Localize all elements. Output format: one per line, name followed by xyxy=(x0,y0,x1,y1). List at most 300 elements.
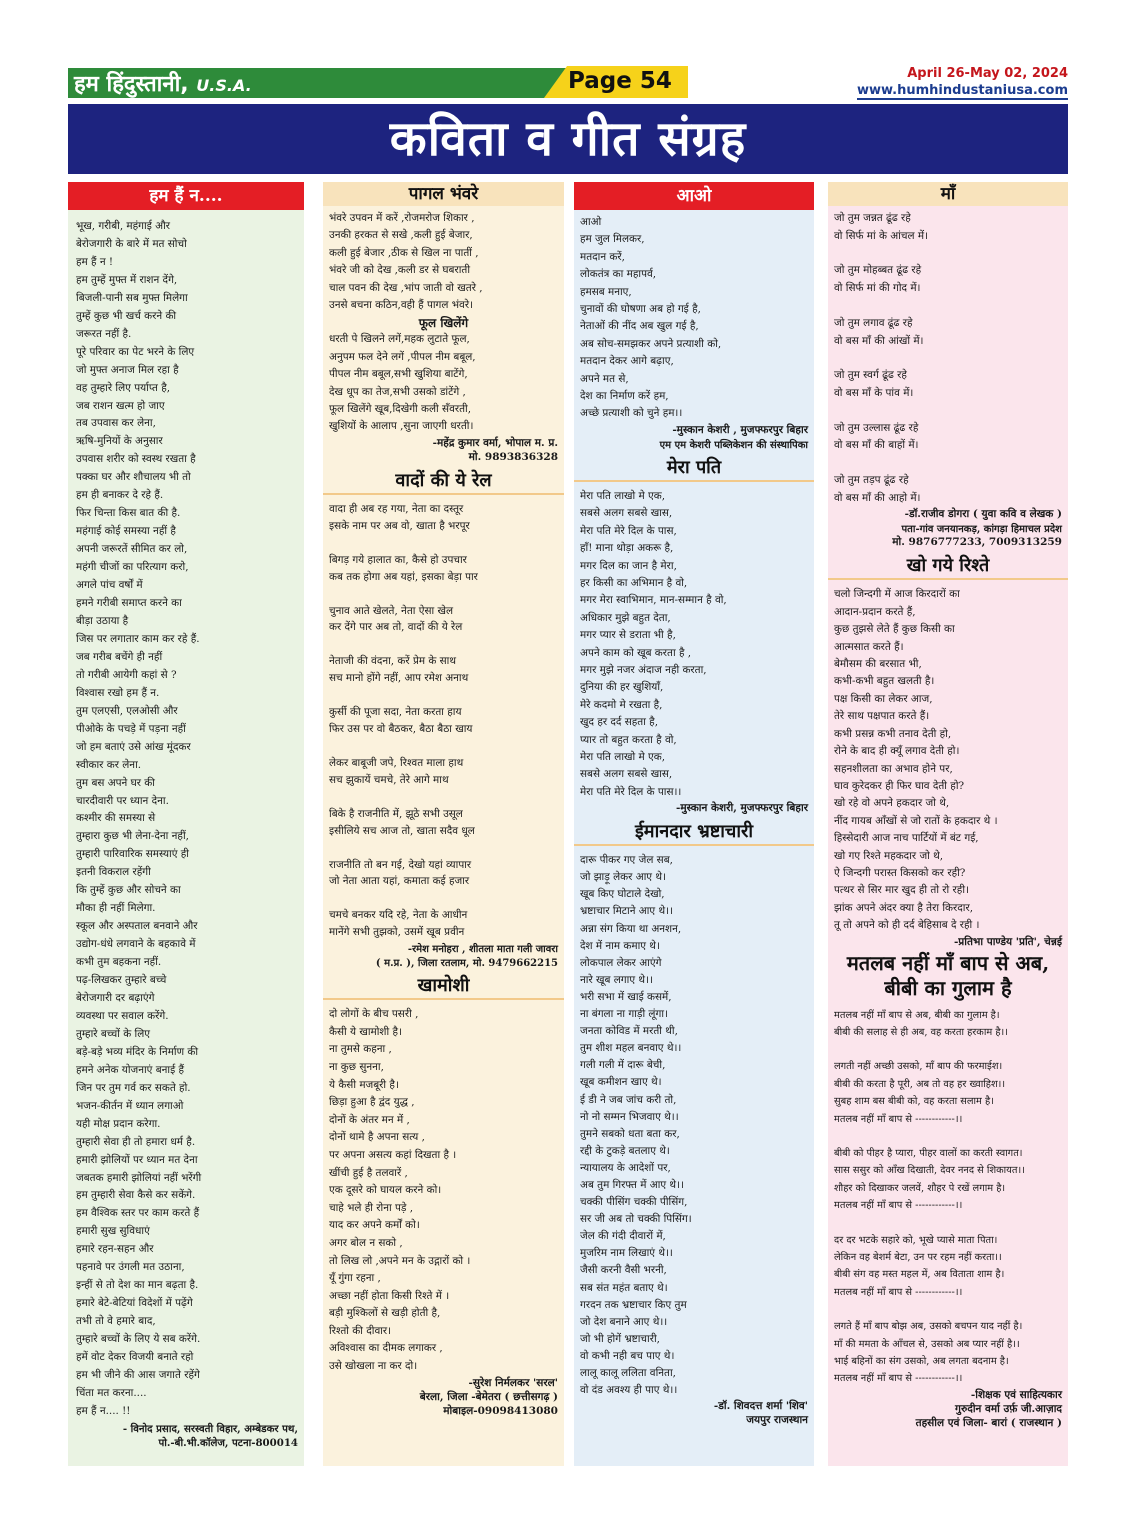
stanza-break xyxy=(834,1215,1062,1232)
poem-line: यूँ गुंगा रहना , xyxy=(329,1272,381,1285)
poem-line: नो नो सम्मन भिजवाए थे।। xyxy=(580,1110,679,1123)
poem-signature xyxy=(323,436,564,464)
poem-line: याद कर अपने कर्मों को। xyxy=(329,1219,420,1232)
poem-line: कभी प्रसन्न कभी तनाव देती हो, xyxy=(834,727,952,740)
poem-line: दोनों थामे है अपना सत्य , xyxy=(329,1131,425,1144)
stanza-break xyxy=(834,455,1062,472)
poem-line: मेरा पति मेरे दिल के पास, xyxy=(580,524,677,537)
poem-line: चाल पवन की देख ,भांप जाती वो खतरे , xyxy=(329,281,483,294)
masthead xyxy=(68,66,1068,100)
poem-line: पत्थर से सिर मार खुद ही तो रो रही। xyxy=(834,884,969,897)
poem-line: चुनावों की घोषणा अब हो गई है, xyxy=(580,303,701,316)
poem-line: घाव कुरेदकर ही फिर घाव देती हो? xyxy=(834,779,965,792)
poem-line: हम जुल मिलकर, xyxy=(580,233,645,246)
poem-line: वादा ही अब रह गया, नेता का दस्तूर xyxy=(329,502,464,515)
poem-line: खूब किए घोटाले देखो, xyxy=(580,888,665,901)
brand-name xyxy=(74,68,252,98)
poem-line: पूरे परिवार का पेट भरने के लिए xyxy=(76,345,195,358)
column-4 xyxy=(828,182,1068,1466)
poem-line: तो लिख लो ,अपने मन के उद्गारों को । xyxy=(329,1254,471,1267)
author-line-1: -शिक्षक एवं साहित्यकार xyxy=(970,1388,1062,1401)
author-line-2: ( म.प्र. ), जिला रतलाम, मो. 9479662215 xyxy=(375,958,558,970)
poem-line: जो तुम मोहब्बत ढूंढ रहे xyxy=(834,264,922,277)
poem-line: हम वैश्विक स्तर पर काम करते हैं xyxy=(76,1207,200,1220)
poem-line: चक्की पीसिंग चक्की पीसिंग, xyxy=(580,1196,688,1209)
poem-line: गली गली में दारू बेची, xyxy=(580,1059,666,1072)
poem-line: चाहे भले ही रोना पड़े , xyxy=(329,1201,414,1214)
poem-line: मानेंगे सभी तुझको, उसमें खूब प्रवीन xyxy=(329,926,465,939)
stanza-break xyxy=(329,738,558,755)
page-number: Page 54 xyxy=(568,68,672,94)
poem-line: जरूरत नहीं है. xyxy=(76,327,132,340)
stanza-break xyxy=(834,350,1062,367)
author-line-3: मो. 9876777233, 7009313259 xyxy=(892,536,1062,549)
poem-line: हम हैं न ! xyxy=(76,255,114,268)
poem-line: खुद हर दर्द सहता है, xyxy=(580,716,659,729)
poem-line: तू तो अपने को ही दर्द बेहिसाब दे रही । xyxy=(834,919,980,932)
poem-line: खींची हुई है तलवारें , xyxy=(329,1166,408,1179)
poem-line: जो तुम लगाव ढूंढ रहे xyxy=(834,316,913,329)
poem-line: दोनों के अंतर मन में , xyxy=(329,1113,410,1126)
poem-signature xyxy=(574,1399,814,1427)
author-line: -प्रतिभा पाण्डेय 'प्रति', चेन्नई xyxy=(953,935,1062,948)
poem-line: खुशियों के आलाप ,सुना जाएगी धरती। xyxy=(329,420,474,433)
author-line-2: गुरुदीन वर्मा उर्फ़ जी.आज़ाद xyxy=(955,1402,1062,1415)
poem-line: विश्वास रखो हम हैं न. xyxy=(76,686,160,699)
poem-line: खो रहे वो अपने हकदार जो थे, xyxy=(834,797,950,810)
author-line-1: -महेंद्र कुमार वर्मा, भोपाल म. प्र. xyxy=(432,436,558,449)
poem-line: उसे खोखला ना कर दो। xyxy=(329,1360,418,1373)
poem-signature xyxy=(828,935,1068,949)
poem-line: चुनाव आते खेलते, नेता ऐसा खेल xyxy=(329,604,454,617)
poem-line: तुम शीश महल बनवाए थे।। xyxy=(580,1042,682,1055)
poem-line: अगर बोल न सको , xyxy=(329,1236,403,1249)
poem-line: इतनी विकराल रहेंगी xyxy=(76,866,151,879)
poem-line: हर किसी का अभिमान है वो, xyxy=(580,576,688,589)
poem-signature xyxy=(323,1376,564,1418)
poem-line: स्वीकार कर लेना. xyxy=(76,758,142,771)
poem-line: हमने अनेक योजनाएं बनाई हैं xyxy=(76,1063,185,1076)
poem-line: न्यायालय के आदेशों पर, xyxy=(580,1161,671,1174)
poem-line: रोने के बाद ही क्यूँ लगाव देती हो। xyxy=(834,745,960,758)
poem-title: पागल भंवरे xyxy=(323,182,564,206)
poem-line: पहनावे पर उंगली मत उठाना, xyxy=(76,1261,185,1274)
poem-line: अपने काम को खूब करता है , xyxy=(580,646,692,659)
poem-line: लेकर बाबूजी जपे, रिश्वत माला हाथ xyxy=(329,756,464,769)
poem-body xyxy=(574,210,814,423)
section-title: कविता व गीत संग्रह xyxy=(389,111,747,167)
poem-line: जैसी करनी वैसी भरनी, xyxy=(580,1264,667,1277)
poem-line: भंवरे जी को देख ,कली डर से घबराती xyxy=(329,264,471,277)
poem-line: कश्मीर की समस्या से xyxy=(76,812,156,825)
poem-line: छिड़ा हुआ है द्वंद युद्ध , xyxy=(329,1096,415,1109)
poem-line: बड़े-बड़े भव्य मंदिर के निर्माण की xyxy=(76,1045,199,1058)
poem-line: जेल की गंदी दीवारों में, xyxy=(580,1230,666,1243)
poem-title: आओ xyxy=(574,182,814,210)
poem-line: जो तुम जन्नत ढूंढ रहे xyxy=(834,212,911,224)
poem-line: हमारे रहन-सहन और xyxy=(76,1243,154,1256)
poem-title: ईमानदार भ्रष्टाचारी xyxy=(574,819,814,846)
author-line-1: -मुस्कान केशरी , मुजफ्फरपुर बिहार xyxy=(672,423,808,436)
poem-line: खूब कमीशन खाए थे। xyxy=(580,1076,662,1089)
poem-line: बीबी संग वह मस्त महल में, अब विताता शाम है। xyxy=(834,1269,1005,1281)
poem-line: जनता कोविड में मरती थी, xyxy=(580,1025,678,1038)
poem-line: भरी सभा में खाई कसमें, xyxy=(580,990,672,1003)
poem-line: राजनीति तो बन गई, देखो यहां व्यापार xyxy=(329,858,472,871)
poem-line: ना तुमसे कहना , xyxy=(329,1043,392,1056)
poem-line: चिंता मत करना.... xyxy=(76,1386,147,1399)
poem-line: मतलब नहीं माँ बाप से ------------।। xyxy=(834,1113,963,1125)
poem-line: मगर प्यार से डराता भी है, xyxy=(580,629,676,642)
poem-title: खामोशी xyxy=(323,973,564,1000)
poem-line: शौहर को दिखाकर जलवें, शौहर पे रखें लगाम है। xyxy=(834,1182,1006,1194)
poem-line: आत्मसात करते हैं। xyxy=(834,640,904,653)
poem-body xyxy=(828,582,1068,934)
poem-line: आओ xyxy=(580,216,602,228)
author-line-1: -डॉ.राजीव डोगरा ( युवा कवि व लेखक ) xyxy=(904,508,1062,521)
poem-title-line-2: बीबी का गुलाम है xyxy=(884,975,1012,1000)
author-line-1: -रमेश मनोहरा , शीतला माता गली जावरा xyxy=(407,944,558,956)
poem-line: भाई बहिनों का संग उसको, अब लगता बदनाम है। xyxy=(834,1356,1009,1368)
poem-line: व्यवस्था पर सवाल करेंगे. xyxy=(76,1009,169,1022)
poem-line: उनसे बचना कठिन,वही हैं पागल भंवरे। xyxy=(329,299,474,312)
poem-line: जो देश बनाने आए थे।। xyxy=(580,1315,668,1328)
poem-line: वो बस माँ के पांव में। xyxy=(834,386,914,399)
poem-signature xyxy=(828,1388,1068,1430)
poem-subtitle: फूल खिलेंगे xyxy=(418,316,469,331)
poem-line: देश का निर्माण करें हम, xyxy=(580,390,669,403)
poem-line: वो कभी नही बच पाए थे। xyxy=(580,1349,675,1362)
poem-line: सास ससुर को आँख दिखाती, देवर ननद से शिकायत।। xyxy=(834,1165,1025,1177)
poem-line: हाँ! माना थोड़ा अकरू है, xyxy=(580,542,674,555)
poem-line: उनकी हरकत से सखे ,कली हुई बेजार, xyxy=(329,229,473,242)
poem-line: हमने गरीबी समाप्त करने का xyxy=(76,597,182,610)
author-line-3: मोबाइल-09098413080 xyxy=(443,1404,558,1417)
poem-line: भ्रष्टाचार मिटाने आए थे।। xyxy=(580,905,673,918)
poem-line: वो दंड अवश्य ही पाए थे।। xyxy=(580,1384,678,1397)
poem-signature xyxy=(68,1421,304,1449)
poem-line: ई डी ने जब जांच करी तो, xyxy=(580,1093,677,1106)
poem-line: कुर्सी की पूजा सदा, नेता करता हाय xyxy=(329,706,462,719)
author-line: -मुस्कान केशरी, मुजफ्फरपुर बिहार xyxy=(675,802,808,815)
poem-line: पक्ष किसी का लेकर आज, xyxy=(834,692,933,705)
brand-suffix: U.S.A. xyxy=(196,76,252,95)
poem-title: माँ xyxy=(828,182,1068,206)
poem-line: हम भी जीने की आस जगाते रहेंगे xyxy=(76,1369,200,1381)
poem-line: ना बंगला ना गाड़ी लूंगा। xyxy=(580,1008,668,1021)
poem-line: उद्योग-धंधे लगवाने के बहकावे में xyxy=(76,938,196,951)
poem-line: दुनिया की हर खुशियाँ, xyxy=(580,681,664,694)
poem-line: अपनी जरूरतें सीमित कर लो, xyxy=(76,543,188,556)
poem-line: सच मानो होंगे नहीं, आप रमेश अनाथ xyxy=(329,672,469,685)
poem-line: पक्का घर और शौचालय भी तो xyxy=(76,471,191,484)
poem-body xyxy=(828,206,1068,507)
author-line-1: -सुरेश निर्मलकर 'सरल' xyxy=(468,1376,558,1389)
poem-line: जब गरीब बचेंगे ही नहीं xyxy=(76,650,163,663)
poem-line: जो झाड़ू लेकर आए थे। xyxy=(580,871,666,884)
poem-signature xyxy=(574,423,814,451)
poem-line: कैसी ये खामोशी है। xyxy=(329,1025,402,1038)
poem-line: मतलब नहीं माँ बाप से ------------।। xyxy=(834,1200,963,1212)
stanza-break xyxy=(834,403,1062,420)
poem-line: एक दूसरे को घायल करने को। xyxy=(329,1184,442,1197)
poem-line: कभी-कभी बहुत खलती है। xyxy=(834,675,935,688)
author-line-3: तहसील एवं जिला- बारां ( राजस्थान ) xyxy=(915,1416,1062,1429)
poem-body xyxy=(828,1003,1068,1388)
poem-line: फिर चिन्ता किस बात की है. xyxy=(76,507,181,520)
poem-line: मगर मेरा स्वाभिमान, मान-सम्मान है वो, xyxy=(580,594,727,607)
poem-line: तुमने सबको धता बता कर, xyxy=(580,1127,680,1140)
poem-line: देश में नाम कमाए थे। xyxy=(580,939,660,952)
poem-line: महंगाई कोई समस्या नहीं है xyxy=(76,525,176,538)
poem-line: भूख, गरीबी, महंगाई और xyxy=(76,220,170,232)
poem-body xyxy=(574,484,814,801)
poem-line: बिके है राजनीति में, झूठे सभी उसूल xyxy=(329,807,463,820)
poem-line: हमसब मनाए, xyxy=(580,285,632,298)
author-line-2: पो.-बी.भी.कॉलेज, पटना-800014 xyxy=(158,1436,298,1449)
poem-line: हमारी सुख सुविधाएं xyxy=(76,1225,150,1238)
poem-line: सहनशीलता का अभाव होने पर, xyxy=(834,762,953,775)
brand-text: हम हिंदुस्तानी, xyxy=(74,72,189,97)
website-link[interactable]: www.humhindustaniusa.com xyxy=(856,83,1068,98)
author-line-2: पता-गांव जनयानकड़, कांगड़ा हिमाचल प्रदेश xyxy=(901,524,1062,536)
stanza-break xyxy=(834,1301,1062,1318)
poem-line: अब सोच-समझकर अपने प्रत्याशी को, xyxy=(580,337,722,350)
poem-line: भंवरे उपवन में करें ,रोजमरोज शिकार , xyxy=(329,212,475,224)
poem-line: प्यार तो बहुत करता है वो, xyxy=(580,733,677,746)
poem-signature xyxy=(574,801,814,815)
poem-line: कुछ तुझसे लेते हैं कुछ किसी का xyxy=(834,623,955,636)
poem-line: वह तुम्हारे लिए पर्याप्त है, xyxy=(76,381,171,394)
poem-line: तुम बस अपने घर की xyxy=(76,776,155,789)
poem-line: मेरे कदमो मे रखता है, xyxy=(580,698,663,711)
poem-line: धरती पे खिलने लगें,महक लुटाते फूल, xyxy=(329,333,470,346)
poem-line: अधिकार मुझे बहुत देता, xyxy=(580,611,671,624)
poem-line: बिगड़ गये हालात का, कैसे हो उपचार xyxy=(329,553,467,566)
poem-line: तुम्हारे बच्चों के लिए ये सब करेंगे. xyxy=(76,1333,201,1346)
poem-title xyxy=(828,951,1068,1001)
stanza-break xyxy=(834,245,1062,262)
poem-body xyxy=(574,848,814,1399)
poem-line: इन्हीं से तो देश का मान बढ़ता है. xyxy=(76,1279,199,1292)
poem-line: अब तुम गिरफ्त में आए थे।। xyxy=(580,1178,684,1191)
poem-line: देख धूप का तेज,सभी उसको डांटेंगे , xyxy=(329,385,466,398)
author-line-2: एम एम केशरी पब्लिकेशन की संस्थापिका xyxy=(659,439,808,451)
stanza-break xyxy=(329,535,558,552)
poem-line: इसीलिये सच आज तो, खाता सदैव धूल xyxy=(329,824,475,837)
poem-line: कली हुई बेजार ,ठीक से खिल ना पातीं , xyxy=(329,246,479,259)
stanza-break xyxy=(329,840,558,857)
poem-body xyxy=(323,331,564,435)
poem-line: स्कूल और अस्पताल बनवाने और xyxy=(76,920,198,933)
poem-line: अपने मत से, xyxy=(580,372,629,385)
poem-line: फिर उस पर वो बैठकर, बैठा बैठा खाय xyxy=(329,723,473,736)
poem-line: जिन पर तुम गर्व कर सकते हो. xyxy=(76,1081,191,1094)
poem-line: लोकतंत्र का महापर्व, xyxy=(580,268,657,281)
stanza-break xyxy=(329,636,558,653)
author-line-2: मो. 9893836328 xyxy=(468,450,558,463)
poem-line: झांक अपने अंदर क्या है तेरा किरदार, xyxy=(834,901,973,914)
poem-line: हमें वोट देकर विजयी बनाते रहो xyxy=(76,1351,194,1364)
poem-line: मतलब नहीं माँ बाप से ------------।। xyxy=(834,1373,963,1385)
stanza-break xyxy=(329,586,558,603)
poem-line: तुम्हारी सेवा ही तो हमारा धर्म है. xyxy=(76,1135,196,1148)
poem-line: वो सिर्फ मां की गोद में। xyxy=(834,282,921,295)
poem-line: बेरोजगारी दर बढ़ाएंगे xyxy=(76,991,155,1004)
poem-line: लगते हैं माँ बाप बोझ अब, उसको बचपन याद नहीं है। xyxy=(834,1321,1023,1333)
poem-line: चारदीवारी पर ध्यान देना. xyxy=(76,794,169,807)
poem-line: पर अपना असत्य कहां दिखता है । xyxy=(329,1148,457,1161)
stanza-break xyxy=(329,687,558,704)
author-line-1: -डॉ. शिवदत्त शर्मा 'शिव' xyxy=(713,1400,808,1413)
poem-line: अविश्वास का दीमक लगाकर , xyxy=(329,1342,443,1355)
poem-line: पढ़-लिखकर तुम्हारे बच्चे xyxy=(76,974,167,987)
poem-line: पीओके के पचड़े में पड़ना नहीं xyxy=(76,722,186,735)
poem-line: अगले पांच वर्षों में xyxy=(76,579,143,592)
poem-line: लेकिन वह बेशर्म बेटा, उन पर रहम नहीं करता।। xyxy=(834,1252,1002,1264)
poem-line: सबसे अलग सबसे खास, xyxy=(580,768,673,781)
poem-line: हमारी झोलियों पर ध्यान मत देना xyxy=(76,1153,198,1166)
poem-line: जो मुफ्त अनाज मिल रहा है xyxy=(76,363,179,376)
poem-line: सुबह शाम बस बीबी को, वह करता सलाम है। xyxy=(834,1096,994,1108)
poem-line: बीबी को पीहर है प्यारा, पीहर वालों का करती स्वागत। xyxy=(834,1148,1023,1159)
poem-line: सर जी अब तो चक्की पिसिंग। xyxy=(580,1213,692,1226)
poem-line: नींद गायब आँखों से जो रातों के हकदार थे । xyxy=(834,814,998,827)
poem-line: चलो जिन्दगी में आज किरदारों का xyxy=(834,588,960,601)
poem-line: जब राशन खत्म हो जाए xyxy=(76,399,165,412)
poem-line: लालू कालू ललिता वनिता, xyxy=(580,1367,676,1379)
poem-line: आदान-प्रदान करते हैं, xyxy=(834,605,916,618)
poem-line: उपवास शरीर को स्वस्थ रखता है xyxy=(76,453,196,466)
poem-line: कब तक होगा अब यहां, इसका बेड़ा पार xyxy=(329,570,478,583)
poem-line: मतदान देकर आगे बढ़ाए, xyxy=(580,355,674,368)
poem-line: वो बस माँ की आंखों में। xyxy=(834,334,924,347)
poem-line: जो तुम उल्लास ढूंढ रहे xyxy=(834,421,919,434)
poem-title: मेरा पति xyxy=(574,455,814,482)
poem-line: जो तुम तड़प ढूंढ रहे xyxy=(834,474,909,487)
poem-line: नेताओं की नींद अब खुल गई है, xyxy=(580,320,699,333)
poem-line: हम तुम्हारी सेवा कैसे कर सकेंगे. xyxy=(76,1189,196,1202)
poem-line: सब संत महंत बताए थे। xyxy=(580,1281,668,1294)
poem-body xyxy=(323,206,564,314)
poem-line: कर देंगे पार अब तो, वादों की ये रेल xyxy=(329,621,463,634)
poem-line: बीबी की सलाह से ही अब, वह करता हरकाम है।। xyxy=(834,1026,1008,1038)
poem-line: हम तुम्हें मुफ्त में राशन देंगे, xyxy=(76,273,178,286)
poem-line: मतदान करें, xyxy=(580,250,625,263)
poem-line: कभी तुम बहकना नहीं. xyxy=(76,956,162,969)
poem-line: वो बस माँ की बाहों में। xyxy=(834,439,919,452)
poem-line: सबसे अलग सबसे खास, xyxy=(580,507,673,520)
poem-line: तुम एलएसी, एलओसी और xyxy=(76,704,178,717)
poem-line: दो लोगों के बीच पसरी , xyxy=(329,1008,419,1021)
poem-line: अच्छा नहीं होता किसी रिश्ते में । xyxy=(329,1289,450,1302)
poem-line: बीड़ा उठाया है xyxy=(76,614,129,627)
poem-line: तुम्हारी पारिवारिक समस्याएं ही xyxy=(76,848,189,861)
poem-line: फूल खिलेंगे खूब,दिखेगी कली सँवरती, xyxy=(329,403,472,416)
stanza-break xyxy=(834,298,1062,315)
poem-line: लगती नहीं अच्छी उसको, माँ बाप की फरमाईश। xyxy=(834,1061,1003,1073)
poem-line: यही मोक्ष प्रदान करेगा. xyxy=(76,1117,161,1130)
poem-line: बीबी की करता है पूरी, अब तो वह हर ख्वाहिश।। xyxy=(834,1078,1006,1090)
issue-date: April 26-May 02, 2024 xyxy=(907,66,1068,81)
author-line-2: बेरला, जिला -बेमेतरा ( छत्तीसगढ़ ) xyxy=(419,1390,558,1403)
poem-line: वो सिर्फ मां के आंचल में। xyxy=(834,229,929,242)
poem-line: जबतक हमारी झोलियां नहीं भरेंगी xyxy=(76,1171,202,1184)
poem-line: महंगी चीजों का परित्याग करो, xyxy=(76,561,189,574)
poem-line: मतलब नहीं माँ बाप से अब, बीबी का गुलाम है। xyxy=(834,1009,1000,1021)
poem-line: हम ही बनाकर दे रहे हैं. xyxy=(76,489,164,502)
poem-line: दारू पीकर गए जेल सब, xyxy=(580,854,673,867)
poem-line: तुम्हारा कुछ भी लेना-देना नहीं, xyxy=(76,830,189,843)
poem-line: कि तुम्हें कुछ और सोचने का xyxy=(76,884,181,897)
poem-line: तभी तो वे हमारे बाद, xyxy=(76,1315,156,1328)
column-1 xyxy=(68,182,304,1466)
poem-line: वो बस माँ की आहो में। xyxy=(834,491,921,504)
poem-line: जो तुम स्वर्ग ढूंढ रहे xyxy=(834,369,907,382)
poem-line: बिजली-पानी सब मुफ्त मिलेगा xyxy=(76,291,188,304)
stanza-break xyxy=(329,890,558,907)
poem-line: हिस्सेदारी आज नाच पार्टियों में बंट गई, xyxy=(834,832,979,845)
poem-line: मतलब नहीं माँ बाप से ------------।। xyxy=(834,1286,963,1298)
poem-body xyxy=(323,497,564,941)
poem-line: मेरा पति लाखो मे एक, xyxy=(580,489,666,502)
poem-line: ये कैसी मजबूरी है। xyxy=(329,1078,399,1091)
poem-title: खो गये रिश्ते xyxy=(828,553,1068,580)
author-line-2: जयपुर राजस्थान xyxy=(746,1414,808,1427)
poem-line: बड़ी मुश्किलों से खड़ी होती है, xyxy=(329,1307,441,1320)
poem-line: माँ की ममता के आँचल से, उसको अब प्यार नहीं है।। xyxy=(834,1338,1020,1350)
poem-line: ना कुछ सुनना, xyxy=(329,1060,384,1073)
poem-signature xyxy=(323,941,564,969)
author-line-1: - विनोद प्रसाद, सरस्वती विहार, अम्बेडकर पथ, xyxy=(122,1422,298,1435)
poem-signature xyxy=(828,507,1068,549)
poem-line: बेमौसम की बरसात भी, xyxy=(834,658,922,671)
stanza-break xyxy=(834,1041,1062,1058)
poem-line: जो भी होगें भ्रष्टाचारी, xyxy=(580,1332,660,1345)
poem-title: हम हैं न.... xyxy=(68,182,304,210)
poem-line: सच झुकायें चमचे, तेरे आगे माथ xyxy=(329,773,449,786)
poem-line: तेरे साथ पक्षपात करते हैं। xyxy=(834,710,930,723)
column-3 xyxy=(574,182,814,1466)
poem-line: मेरा पति मेरे दिल के पास।। xyxy=(580,785,682,798)
poem-title-line-1: मतलब नहीं माँ बाप से अब, xyxy=(846,950,1050,975)
poem-line: दर दर भटके सहारे को, भूखे प्यासे माता पिता। xyxy=(834,1234,998,1246)
poem-line: रिश्तो की दीवार। xyxy=(329,1324,392,1337)
poem-line: जो नेता आता यहां, कमाता कई हजार xyxy=(329,875,470,888)
poem-line: अनुपम फल देने लगें ,पीपल नीम बबूल, xyxy=(329,350,476,363)
poem-line: ऐ जिन्दगी परास्त किसको कर रही? xyxy=(834,866,966,879)
poem-line: नारे खूब लगाए थे।। xyxy=(580,973,653,986)
poem-line: गरदन तक भ्रष्टाचार किए तुम xyxy=(580,1298,687,1311)
poem-line: बेरोजगारी के बारे में मत सोचो xyxy=(76,237,187,250)
poem-line: अच्छे प्रत्याशी को चुने हम।। xyxy=(580,407,683,420)
poem-line: चमचे बनकर यदि रहे, नेता के आधीन xyxy=(329,909,468,922)
poem-line: जो हम बताएं उसे आंख मूंदकर xyxy=(76,740,191,753)
stanza-break xyxy=(834,1128,1062,1145)
section-banner xyxy=(68,104,1068,174)
poem-line: तुम्हारे बच्चों के लिए xyxy=(76,1027,151,1040)
poem-line: मगर मुझे नजर अंदाज नही करता, xyxy=(580,663,707,676)
poem-line: भजन-कीर्तन में ध्यान लगाओ xyxy=(76,1099,184,1112)
poem-line: जिस पर लगातार काम कर रहे हैं. xyxy=(76,632,200,645)
column-2 xyxy=(323,182,564,1466)
poem-line: तुम्हें कुछ भी खर्च करने की xyxy=(76,309,177,322)
poem-line: मौका ही नहीं मिलेगा. xyxy=(76,902,156,915)
stanza-break xyxy=(329,789,558,806)
poem-line: ऋषि-मुनियों के अनुसार xyxy=(76,435,163,448)
poem-line: इसके नाम पर अब वो, खाता है भरपूर xyxy=(329,519,470,532)
poem-line: हम हैं न.... !! xyxy=(76,1404,131,1417)
